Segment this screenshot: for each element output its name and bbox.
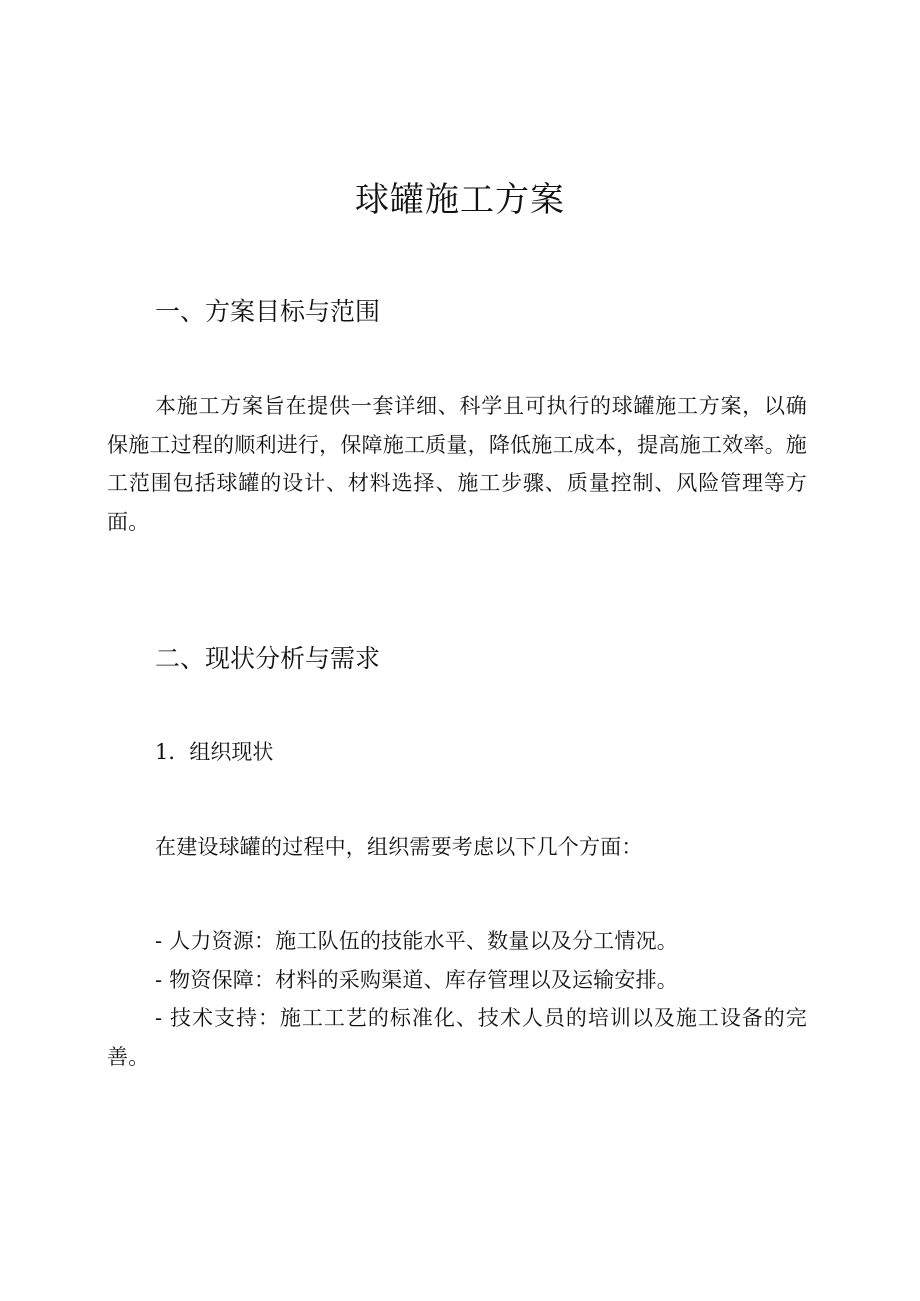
lead-paragraph: 在建设球罐的过程中，组织需要考虑以下几个方面：	[155, 835, 643, 859]
aspect-list	[107, 922, 807, 1076]
section-paragraph-goals-scope: 本施工方案旨在提供一套详细、科学且可执行的球罐施工方案，以确保施工过程的顺利进行，保障施工质量，降低施工成本，提高施工效率。施工范围包括球罐的设计、材料选择、施工步骤、质量控制、风险管理等方面。	[107, 394, 807, 534]
subheading-organization-status: 1．组织现状	[155, 740, 274, 764]
document-title: 球罐施工方案	[355, 180, 565, 220]
list-item-technical-support: - 技术支持：施工工艺的标准化、技术人员的培训以及施工设备的完善。	[107, 1006, 807, 1069]
list-item-material-support: - 物资保障：材料的采购渠道、库存管理以及运输安排。	[155, 967, 678, 992]
list-item-human-resources: - 人力资源：施工队伍的技能水平、数量以及分工情况。	[155, 929, 678, 953]
section-heading-status-needs: 二、现状分析与需求	[155, 644, 381, 673]
section-heading-goals-scope: 一、方案目标与范围	[155, 297, 381, 326]
